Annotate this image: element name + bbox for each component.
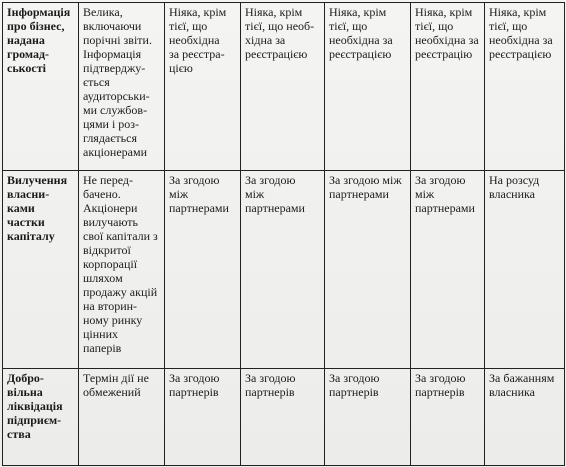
table-cell: Ніяка, крім тієї, що необ- хідна за реєстрацією <box>241 3 325 171</box>
table-cell: Велика, включаючи порічні звіти. Інформація підтверджу- ється аудиторськи- ми службов- цями і роз- глядається акціонерами <box>79 3 165 171</box>
row-header: Вилучення власни- ками частки капіталу <box>3 171 79 369</box>
table-cell: За згодою між партнерами <box>325 171 411 369</box>
table-cell: Не перед- бачено. Акціонери вилучають свої капітали з відкритої корпорації шляхом продажу акцій на вторин- ному ринку цінних паперів <box>79 171 165 369</box>
table-cell: Ніяка, крім тієї, що необхідна за реєстра- цією <box>165 3 241 171</box>
table-cell: За згодою партнерів <box>325 369 411 466</box>
table-cell: Термін дії не обмежений <box>79 369 165 466</box>
table-cell: За бажанням власника <box>485 369 565 466</box>
table-cell: Ніяка, крім тієї, що необхідна за реєстрацію <box>411 3 485 171</box>
table-row-business-information <box>3 3 565 171</box>
table-cell: За згодою партнерів <box>241 369 325 466</box>
table-cell: Ніяка, крім тієї, що необхідна за реєстрацією <box>325 3 411 171</box>
row-header: Інформація про бізнес, надана громад- ськості <box>3 3 79 171</box>
table-cell: За згодою між партнерами <box>241 171 325 369</box>
table-cell: За згодою між партнерами <box>165 171 241 369</box>
table-cell: За згодою партнерів <box>411 369 485 466</box>
table-row-voluntary-liquidation <box>3 369 565 466</box>
table-cell: За згодою між партнерами <box>411 171 485 369</box>
table-cell: На розсуд власника <box>485 171 565 369</box>
table-row-capital-withdrawal <box>3 171 565 369</box>
row-header: Добро- вільна ліквідація підприєм- ства <box>3 369 79 466</box>
table-cell: За згодою партнерів <box>165 369 241 466</box>
table-cell: Ніяка, крім тієї, що необхідна за реєстрацією <box>485 3 565 171</box>
comparison-table <box>2 2 565 466</box>
